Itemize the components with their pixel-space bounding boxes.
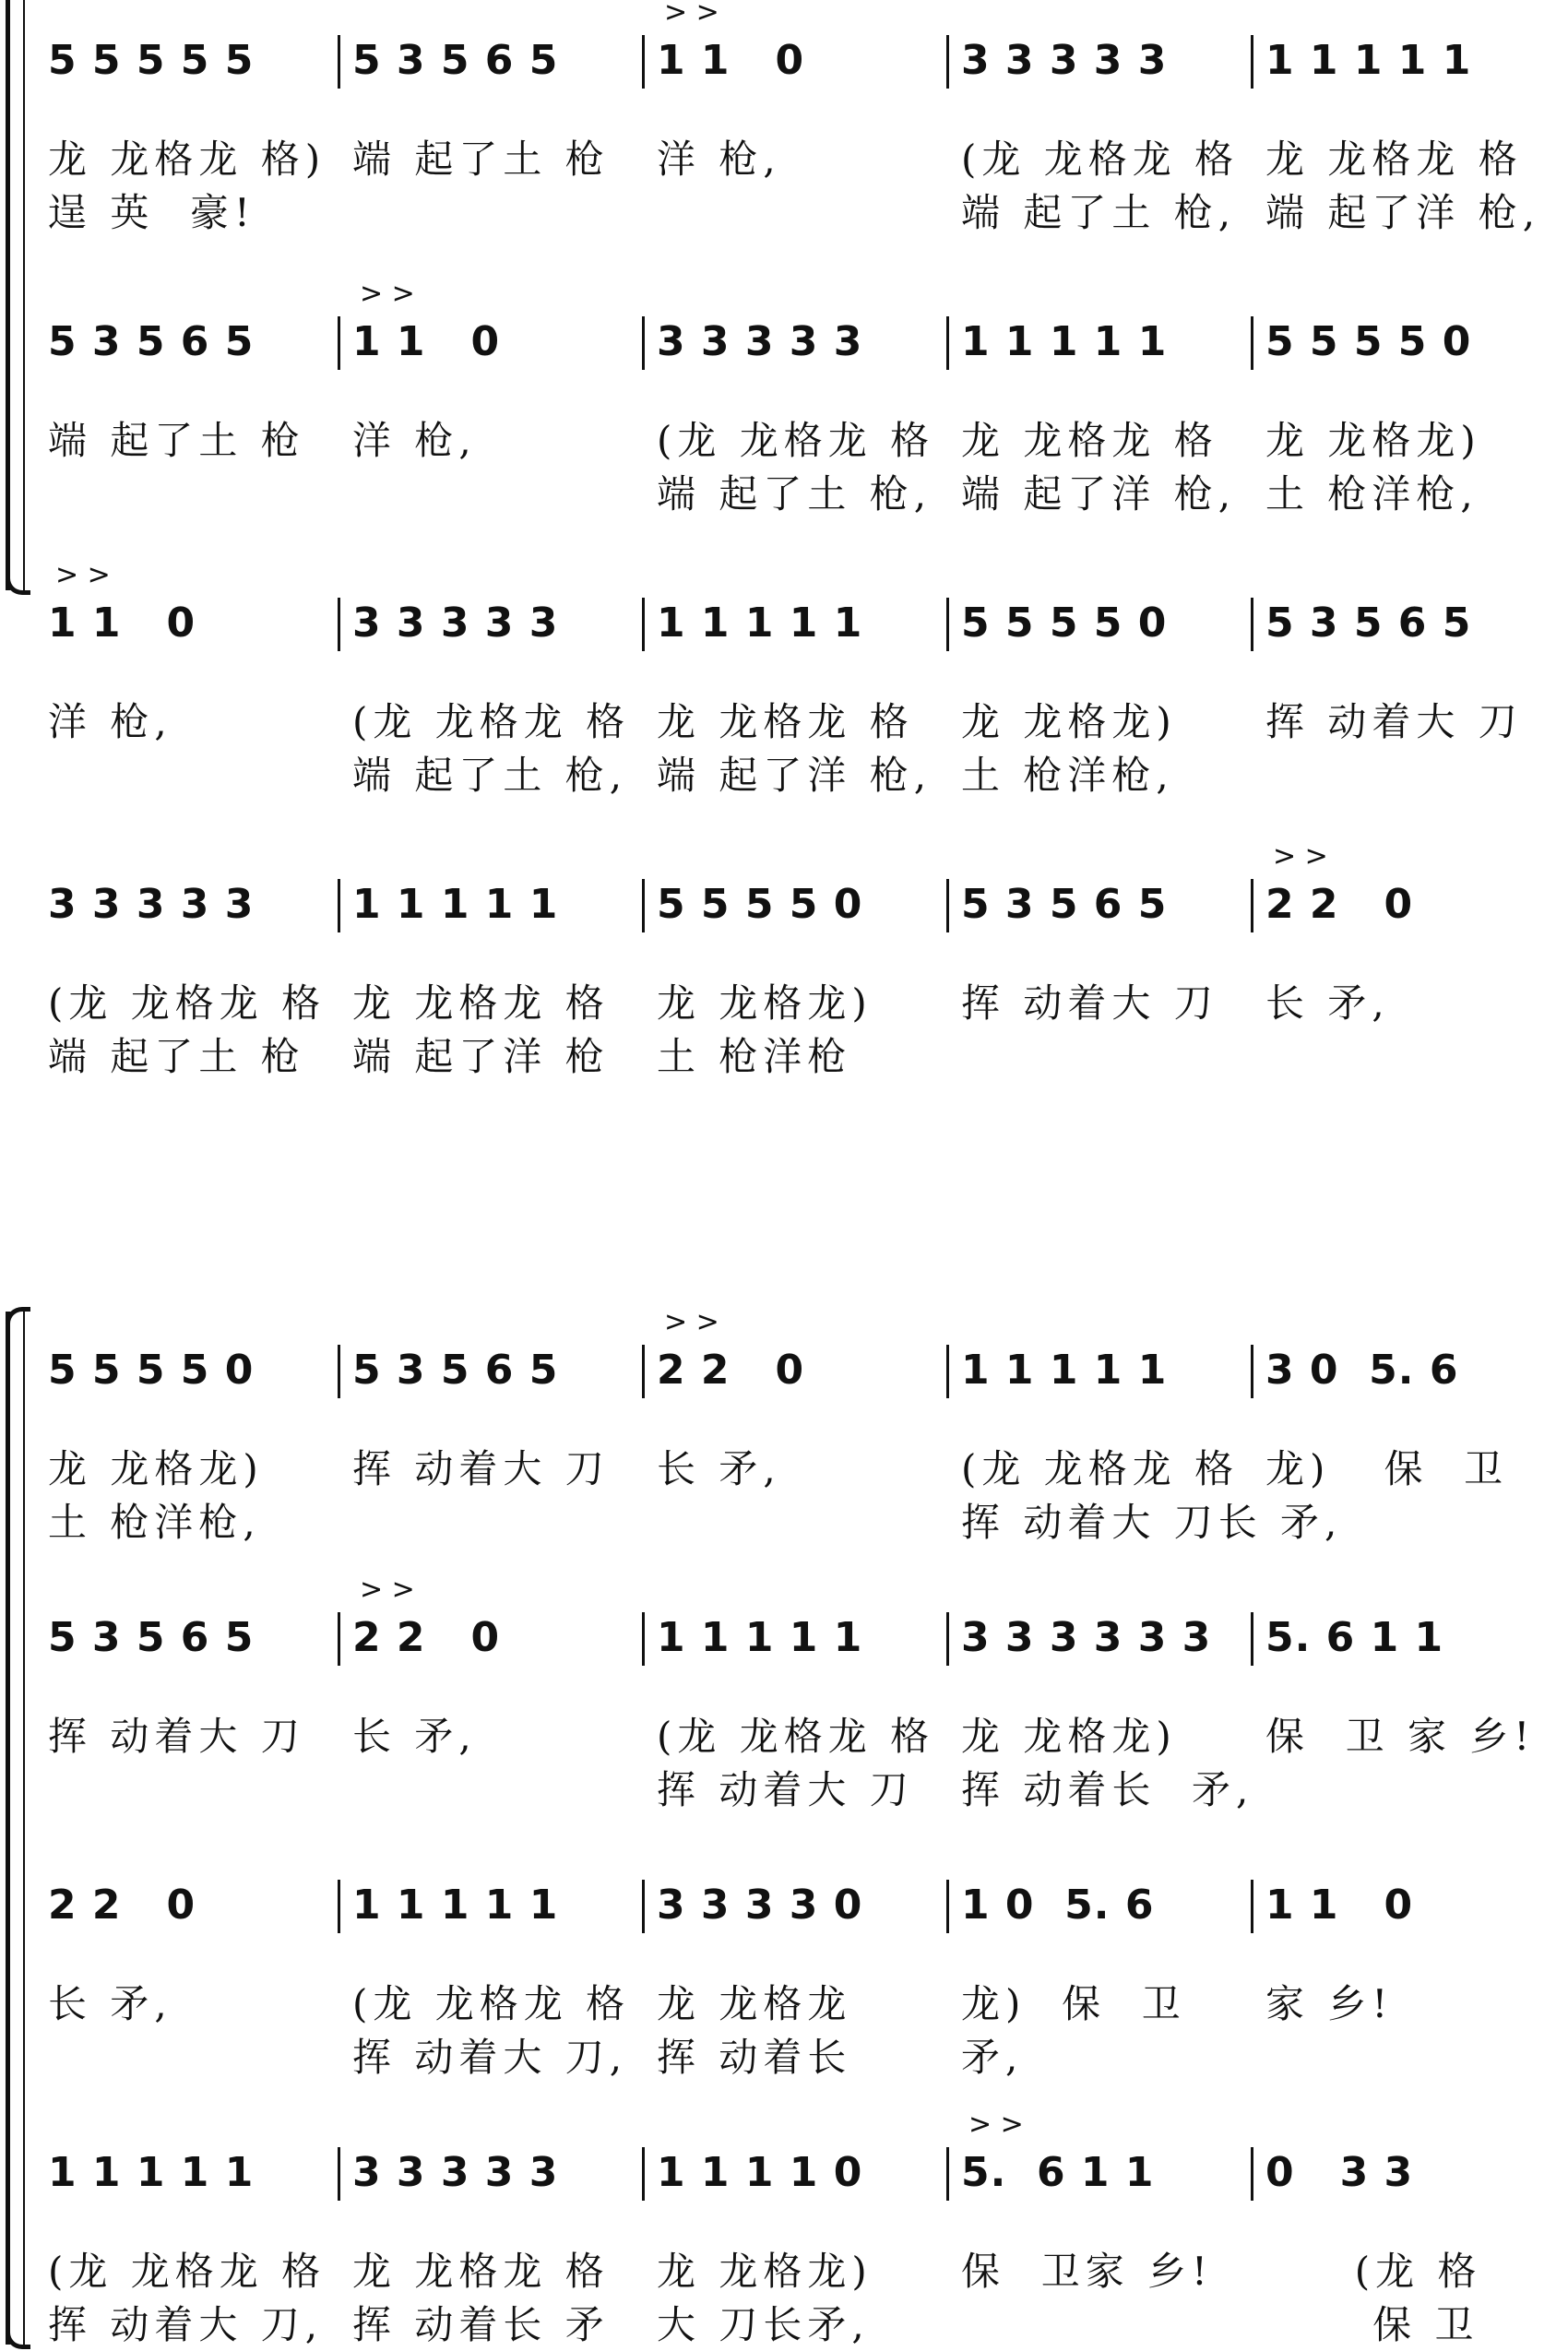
notes: 1 1 1 1 1 xyxy=(352,1882,559,1929)
barline xyxy=(1251,316,1253,370)
barline xyxy=(338,35,340,89)
lyric-line-1: 长 矛, xyxy=(48,1981,172,2026)
accent-marks: > > xyxy=(360,1573,415,1606)
lyric-line-1: 龙 龙格龙 格 xyxy=(961,418,1218,463)
lyric-line-1: 龙 龙格龙) xyxy=(657,980,873,1026)
lyric-line-1: 洋 枪, xyxy=(48,699,172,744)
notes: 0 3 3 xyxy=(1265,2149,1414,2196)
lyric-line-1: 龙 龙格龙 格 xyxy=(352,2249,610,2294)
lyric-line-1: 长 矛, xyxy=(1265,980,1390,1026)
barline xyxy=(946,316,949,370)
lyric-line-1: (龙 龙格龙 格 xyxy=(352,699,631,744)
accent-marks: > > xyxy=(968,2108,1024,2141)
lyric-line-1: 龙 龙格龙) xyxy=(657,2249,873,2294)
lyric-line-2: 端 起了土 枪, xyxy=(657,471,932,517)
notes: 1 1 1 1 1 xyxy=(352,881,559,928)
lyric-line-2: 端 起了土 枪, xyxy=(961,190,1237,235)
barline xyxy=(642,1345,645,1398)
lyric-line-2: 挥 动着大 刀, xyxy=(352,2035,628,2080)
notes: 2 2 0 xyxy=(48,1882,196,1929)
notes: 5 3 5 6 5 xyxy=(48,318,255,365)
notes: 1 1 1 1 1 xyxy=(961,1347,1168,1394)
barline xyxy=(946,598,949,651)
barline xyxy=(642,598,645,651)
lyric-line-2: 挥 动着大 刀, xyxy=(48,2302,324,2347)
lyric-line-1: 龙) 保 卫 xyxy=(1265,1446,1509,1491)
notes: 1 1 1 1 1 xyxy=(48,2149,255,2196)
notes: 5 5 5 5 5 xyxy=(48,37,255,84)
lyric-line-1: 龙 龙格龙) xyxy=(961,699,1177,744)
lyric-line-2: 挥 动着长 xyxy=(657,2035,852,2080)
lyric-line-2: 土 枪洋枪, xyxy=(48,1500,261,1545)
notes: 1 1 1 1 1 xyxy=(657,600,863,647)
notes: 1 1 0 xyxy=(352,318,501,365)
lyric-line-1: (龙 龙格龙 格 xyxy=(48,2249,327,2294)
notes: 3 3 3 3 3 xyxy=(352,2149,559,2196)
lyric-line-1: 端 起了土 枪 xyxy=(48,418,305,463)
barline xyxy=(946,1345,949,1398)
lyric-line-1: (龙 龙格龙 格 xyxy=(48,980,327,1026)
notes: 2 2 0 xyxy=(1265,881,1414,928)
notes: 5 3 5 6 5 xyxy=(961,881,1168,928)
notes: 3 3 3 3 3 3 xyxy=(961,1614,1212,1661)
barline xyxy=(1251,1612,1253,1666)
notes: 5 5 5 5 0 xyxy=(1265,318,1472,365)
lyric-line-1: 挥 动着大 刀 xyxy=(961,980,1218,1026)
lyric-line-1: (龙 龙格龙 格 xyxy=(352,1981,631,2026)
notes: 1 1 0 xyxy=(657,37,805,84)
barline xyxy=(338,1880,340,1933)
lyric-line-1: 龙 龙格龙 xyxy=(657,1981,852,2026)
lyric-line-1: 龙 龙格龙) xyxy=(48,1446,264,1491)
lyric-line-1: 挥 动着大 刀 xyxy=(352,1446,610,1491)
lyric-line-1: 端 起了土 枪 xyxy=(352,137,610,182)
system-bracket-top xyxy=(6,0,10,590)
notes: 5 3 5 6 5 xyxy=(352,1347,559,1394)
lyric-line-2: 土 枪洋枪, xyxy=(961,753,1174,798)
notes: 1 1 1 1 0 xyxy=(657,2149,863,2196)
lyric-line-2: 逞 英 豪! xyxy=(48,190,255,235)
lyric-line-2: 端 起了洋 枪 xyxy=(352,1034,610,1079)
barline xyxy=(338,598,340,651)
notes: 5 3 5 6 5 xyxy=(48,1614,255,1661)
notes: 3 3 3 3 0 xyxy=(657,1882,863,1929)
accent-marks: > > xyxy=(360,278,415,310)
notes: 1 1 1 1 1 xyxy=(961,318,1168,365)
system-bracket-bottom xyxy=(6,1312,10,2345)
lyric-line-2: 保 卫 xyxy=(1265,2302,1479,2347)
lyric-line-2: 端 起了土 枪 xyxy=(48,1034,305,1079)
notes: 3 0 5. 6 xyxy=(1265,1347,1459,1394)
lyric-line-1: 家 乡! xyxy=(1265,1981,1394,2026)
notes: 3 3 3 3 3 xyxy=(961,37,1168,84)
barline xyxy=(642,1612,645,1666)
barline xyxy=(642,316,645,370)
lyric-line-1: 洋 枪, xyxy=(352,418,477,463)
barline xyxy=(1251,35,1253,89)
lyric-line-1: 挥 动着大 刀 xyxy=(1265,699,1523,744)
barline xyxy=(642,35,645,89)
lyric-line-1: 龙 龙格龙) xyxy=(1265,418,1481,463)
lyric-line-1: (龙 龙格龙 格 xyxy=(961,1446,1240,1491)
notes: 3 3 3 3 3 xyxy=(48,881,255,928)
lyric-line-1: 洋 枪, xyxy=(657,137,781,182)
lyric-line-2: 土 枪洋枪 xyxy=(657,1034,852,1079)
lyric-line-1: 挥 动着大 刀 xyxy=(48,1714,305,1759)
notes: 5 3 5 6 5 xyxy=(352,37,559,84)
barline xyxy=(1251,1345,1253,1398)
lyric-line-2: 挥 动着长 矛, xyxy=(961,1767,1254,1812)
notes: 1 1 0 xyxy=(48,600,196,647)
notes: 1 1 1 1 1 xyxy=(657,1614,863,1661)
lyric-line-2: 端 起了洋 枪, xyxy=(1265,190,1541,235)
notes: 5 5 5 5 0 xyxy=(48,1347,255,1394)
barline xyxy=(642,2147,645,2201)
lyric-line-1: 龙 龙格龙) xyxy=(961,1714,1177,1759)
notes: 2 2 0 xyxy=(352,1614,501,1661)
notes: 2 2 0 xyxy=(657,1347,805,1394)
accent-marks: > > xyxy=(1273,840,1328,873)
barline xyxy=(338,879,340,932)
accent-marks: > > xyxy=(664,1306,719,1338)
notes: 5 5 5 5 0 xyxy=(657,881,863,928)
barline xyxy=(338,1345,340,1398)
barline xyxy=(642,1880,645,1933)
lyric-line-1: 保 卫 家 乡! xyxy=(1265,1714,1536,1759)
lyric-line-2: 矛, xyxy=(961,2035,1024,2080)
barline xyxy=(946,879,949,932)
lyric-line-1: 龙 龙格龙 格 xyxy=(352,980,610,1026)
lyric-line-1: 龙 龙格龙 格 xyxy=(657,699,914,744)
notes: 1 1 0 xyxy=(1265,1882,1414,1929)
barline xyxy=(946,1880,949,1933)
lyric-line-2: 端 起了土 枪, xyxy=(352,753,628,798)
barline xyxy=(1251,1880,1253,1933)
lyric-line-2: 端 起了洋 枪, xyxy=(657,753,932,798)
lyric-line-1: 长 矛, xyxy=(657,1446,781,1491)
notes: 5 5 5 5 0 xyxy=(961,600,1168,647)
lyric-line-2: 挥 动着大 刀长 矛, xyxy=(961,1500,1343,1545)
accent-marks: > > xyxy=(55,559,111,591)
lyric-line-2: 挥 动着大 刀 xyxy=(657,1767,914,1812)
lyric-line-1: (龙 格 xyxy=(1265,2249,1482,2294)
notes: 1 1 1 1 1 xyxy=(1265,37,1472,84)
lyric-line-1: 龙) 保 卫 xyxy=(961,1981,1186,2026)
barline xyxy=(642,879,645,932)
barline xyxy=(946,2147,949,2201)
barline xyxy=(338,2147,340,2201)
barline xyxy=(946,35,949,89)
lyric-line-1: (龙 龙格龙 格 xyxy=(961,137,1240,182)
notes: 3 3 3 3 3 xyxy=(657,318,863,365)
barline xyxy=(338,1612,340,1666)
lyric-line-1: (龙 龙格龙 格 xyxy=(657,418,935,463)
lyric-line-2: 挥 动着长 矛 xyxy=(352,2302,610,2347)
lyric-line-1: 长 矛, xyxy=(352,1714,477,1759)
lyric-line-2: 大 刀长矛, xyxy=(657,2302,870,2347)
lyric-line-2: 土 枪洋枪, xyxy=(1265,471,1479,517)
barline xyxy=(1251,598,1253,651)
barline xyxy=(1251,879,1253,932)
notes: 5. 6 1 1 xyxy=(1265,1614,1444,1661)
barline xyxy=(338,316,340,370)
accent-marks: > > xyxy=(664,0,719,29)
barline xyxy=(946,1612,949,1666)
lyric-line-2: 端 起了洋 枪, xyxy=(961,471,1237,517)
notes: 1 0 5. 6 xyxy=(961,1882,1155,1929)
lyric-line-1: 龙 龙格龙 格 xyxy=(1265,137,1523,182)
notes: 3 3 3 3 3 xyxy=(352,600,559,647)
lyric-line-1: 保 卫家 乡! xyxy=(961,2249,1213,2294)
lyric-line-1: 龙 龙格龙 格) xyxy=(48,137,327,182)
notes: 5. 6 1 1 xyxy=(961,2149,1155,2196)
notes: 5 3 5 6 5 xyxy=(1265,600,1472,647)
lyric-line-1: (龙 龙格龙 格 xyxy=(657,1714,935,1759)
barline xyxy=(1251,2147,1253,2201)
